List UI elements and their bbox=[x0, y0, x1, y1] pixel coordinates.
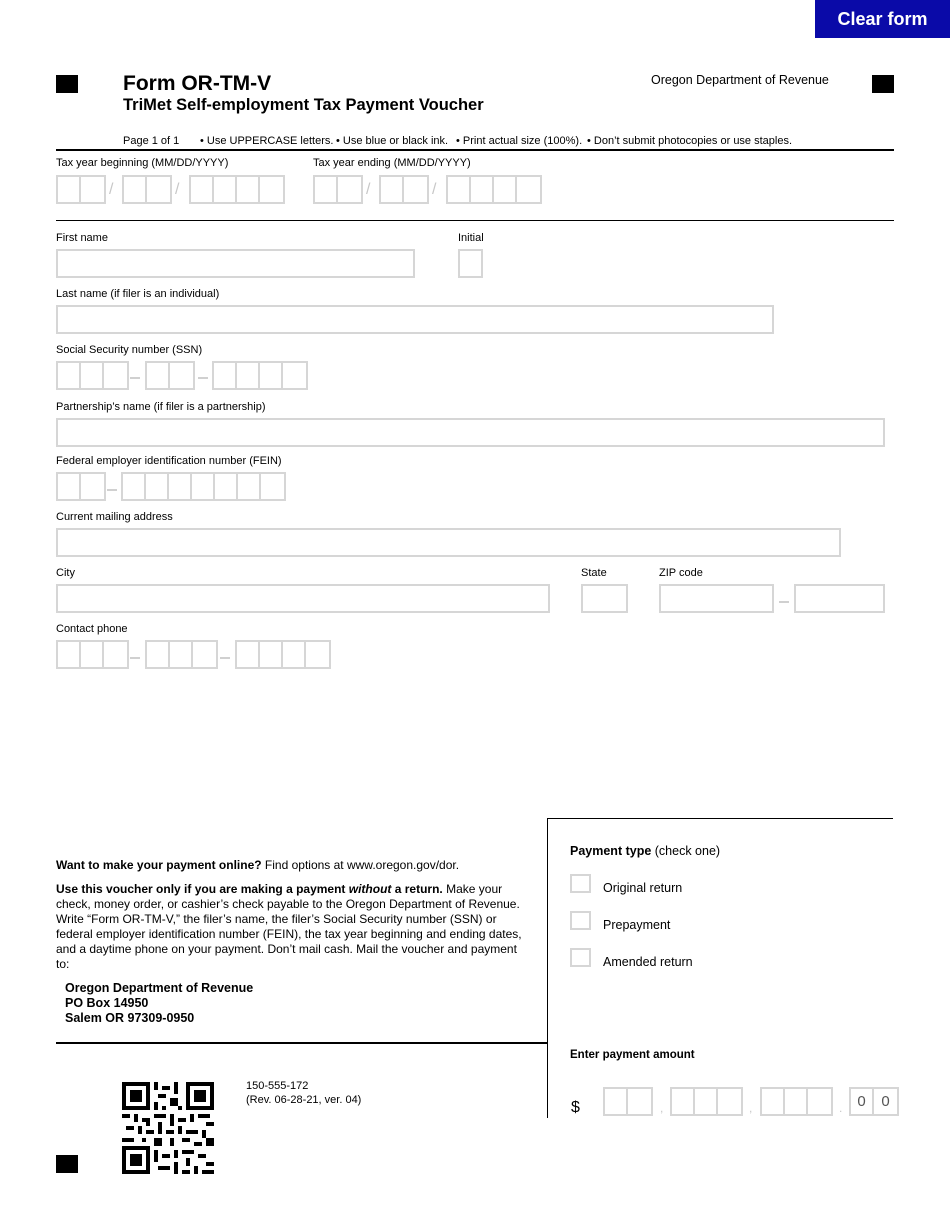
online-payment-bold: Want to make your payment online? bbox=[56, 858, 262, 872]
amount-comma: , bbox=[660, 1101, 664, 1115]
payment-type-hint: (check one) bbox=[651, 844, 721, 858]
mailing-address-line2: PO Box 14950 bbox=[65, 996, 149, 1010]
fein-part1-input[interactable] bbox=[56, 472, 106, 501]
date-slash: / bbox=[109, 181, 114, 198]
amended-return-label: Amended return bbox=[603, 955, 693, 969]
page-indicator: Page 1 of 1 bbox=[123, 135, 180, 147]
prepayment-label: Prepayment bbox=[603, 918, 671, 932]
first-name-input[interactable] bbox=[56, 249, 415, 278]
online-payment-url-text: Find options at www.oregon.gov/dor. bbox=[261, 858, 460, 872]
city-label: City bbox=[56, 567, 75, 579]
phone-line-input[interactable] bbox=[235, 640, 331, 669]
voucher-vertical-rule bbox=[547, 818, 548, 1118]
qr-code-image bbox=[122, 1082, 214, 1174]
voucher-instructions-body: Make your check, money order, or cashier’s check payable to the Oregon Department of Revenue. Write “Form OR-TM-V,” the filer’s name, the filer’s Social Security number (SSN) or federal employer identification number (FEIN), the tax year beginning and ending dates, and a daytime phone on your payment. Don’t mail cash. Mail the voucher and payment to: bbox=[56, 882, 522, 971]
registration-mark-top-left bbox=[56, 75, 78, 93]
clear-form-button[interactable]: Clear form bbox=[815, 0, 950, 38]
mailing-address-line3: Salem OR 97309-0950 bbox=[65, 1011, 195, 1025]
payment-amount-label: Enter payment amount bbox=[570, 1049, 695, 1061]
tax-year-ending-month-input[interactable] bbox=[313, 175, 363, 204]
voucher-bold-2: a return. bbox=[391, 882, 443, 896]
registration-mark-bottom-left bbox=[56, 1155, 78, 1173]
tax-year-ending-year-input[interactable] bbox=[446, 175, 542, 204]
agency-name: Oregon Department of Revenue bbox=[651, 73, 829, 87]
voucher-top-rule bbox=[547, 818, 893, 819]
last-name-label: Last name (if filer is an individual) bbox=[56, 288, 220, 300]
initial-label: Initial bbox=[458, 232, 484, 244]
mailing-address-input[interactable] bbox=[56, 528, 841, 557]
voucher-instructions-text bbox=[56, 882, 526, 972]
amount-decimal-point: . bbox=[839, 1101, 843, 1115]
payment-amount-ones-input[interactable] bbox=[760, 1087, 833, 1116]
phone-area-code-input[interactable] bbox=[56, 640, 129, 669]
zip-extension-input[interactable] bbox=[794, 584, 885, 613]
header-divider bbox=[56, 149, 894, 151]
ssn-label: Social Security number (SSN) bbox=[56, 344, 203, 356]
payment-amount-hundreds-input[interactable] bbox=[670, 1087, 743, 1116]
registration-mark-top-right bbox=[872, 75, 894, 93]
tax-year-beginning-month-input[interactable] bbox=[56, 175, 106, 204]
fein-label: Federal employer identification number (FEIN) bbox=[56, 455, 282, 467]
zip-label: ZIP code bbox=[659, 567, 703, 579]
ssn-dash bbox=[130, 377, 140, 379]
ssn-dash bbox=[198, 377, 208, 379]
first-name-label: First name bbox=[56, 232, 108, 244]
amended-return-checkbox[interactable] bbox=[570, 948, 591, 967]
mailing-address-label: Current mailing address bbox=[56, 511, 173, 523]
phone-dash bbox=[130, 657, 140, 659]
partnership-name-input[interactable] bbox=[56, 418, 885, 447]
voucher-bold-1: Use this voucher only if you are making a payment bbox=[56, 882, 349, 896]
form-revision: (Rev. 06-28-21, ver. 04) bbox=[246, 1094, 362, 1106]
state-input[interactable] bbox=[581, 584, 628, 613]
form-title: Form OR-TM-V bbox=[123, 72, 272, 95]
amount-comma: , bbox=[749, 1101, 753, 1115]
form-subtitle: TriMet Self-employment Tax Payment Voucher bbox=[123, 96, 484, 114]
payment-amount-thousands-input[interactable] bbox=[603, 1087, 653, 1116]
last-name-input[interactable] bbox=[56, 305, 774, 334]
original-return-checkbox[interactable] bbox=[570, 874, 591, 893]
online-payment-text bbox=[56, 858, 526, 873]
mailing-address-line1: Oregon Department of Revenue bbox=[65, 981, 254, 995]
section-divider bbox=[56, 220, 894, 221]
ssn-part2-input[interactable] bbox=[145, 361, 195, 390]
dollar-sign: $ bbox=[571, 1099, 580, 1116]
tax-year-beginning-year-input[interactable] bbox=[189, 175, 285, 204]
form-number: 150-555-172 bbox=[246, 1080, 309, 1092]
city-input[interactable] bbox=[56, 584, 550, 613]
fein-dash bbox=[107, 489, 117, 491]
prepayment-checkbox[interactable] bbox=[570, 911, 591, 930]
date-slash: / bbox=[175, 181, 180, 198]
date-slash: / bbox=[432, 181, 437, 198]
voucher-bold-italic: without bbox=[348, 882, 392, 896]
payment-type-heading bbox=[570, 844, 720, 858]
zip-input[interactable] bbox=[659, 584, 774, 613]
voucher-bottom-rule bbox=[56, 1042, 548, 1044]
tax-year-ending-label: Tax year ending (MM/DD/YYYY) bbox=[313, 157, 471, 169]
date-slash: / bbox=[366, 181, 371, 198]
tax-year-ending-day-input[interactable] bbox=[379, 175, 429, 204]
state-label: State bbox=[581, 567, 607, 579]
tax-year-beginning-label: Tax year beginning (MM/DD/YYYY) bbox=[56, 157, 229, 169]
instruction-print-size: • Print actual size (100%). bbox=[456, 135, 583, 147]
payment-amount-cents bbox=[849, 1087, 899, 1116]
payment-type-label: Payment type bbox=[570, 844, 652, 858]
instruction-no-photocopies: • Don’t submit photocopies or use staples. bbox=[587, 135, 793, 147]
ssn-part1-input[interactable] bbox=[56, 361, 129, 390]
zip-dash bbox=[779, 601, 789, 603]
original-return-label: Original return bbox=[603, 881, 683, 895]
phone-dash bbox=[220, 657, 230, 659]
partnership-name-label: Partnership’s name (if filer is a partnership) bbox=[56, 401, 266, 413]
instruction-ink: • Use blue or black ink. bbox=[336, 135, 449, 147]
tax-year-beginning-day-input[interactable] bbox=[122, 175, 172, 204]
contact-phone-label: Contact phone bbox=[56, 623, 128, 635]
cents-digit-2: 0 bbox=[881, 1093, 890, 1110]
fein-part2-input[interactable] bbox=[121, 472, 286, 501]
instruction-uppercase: • Use UPPERCASE letters. bbox=[200, 135, 334, 147]
ssn-part3-input[interactable] bbox=[212, 361, 308, 390]
initial-input[interactable] bbox=[458, 249, 483, 278]
cents-digit-1: 0 bbox=[851, 1089, 874, 1114]
phone-prefix-input[interactable] bbox=[145, 640, 218, 669]
